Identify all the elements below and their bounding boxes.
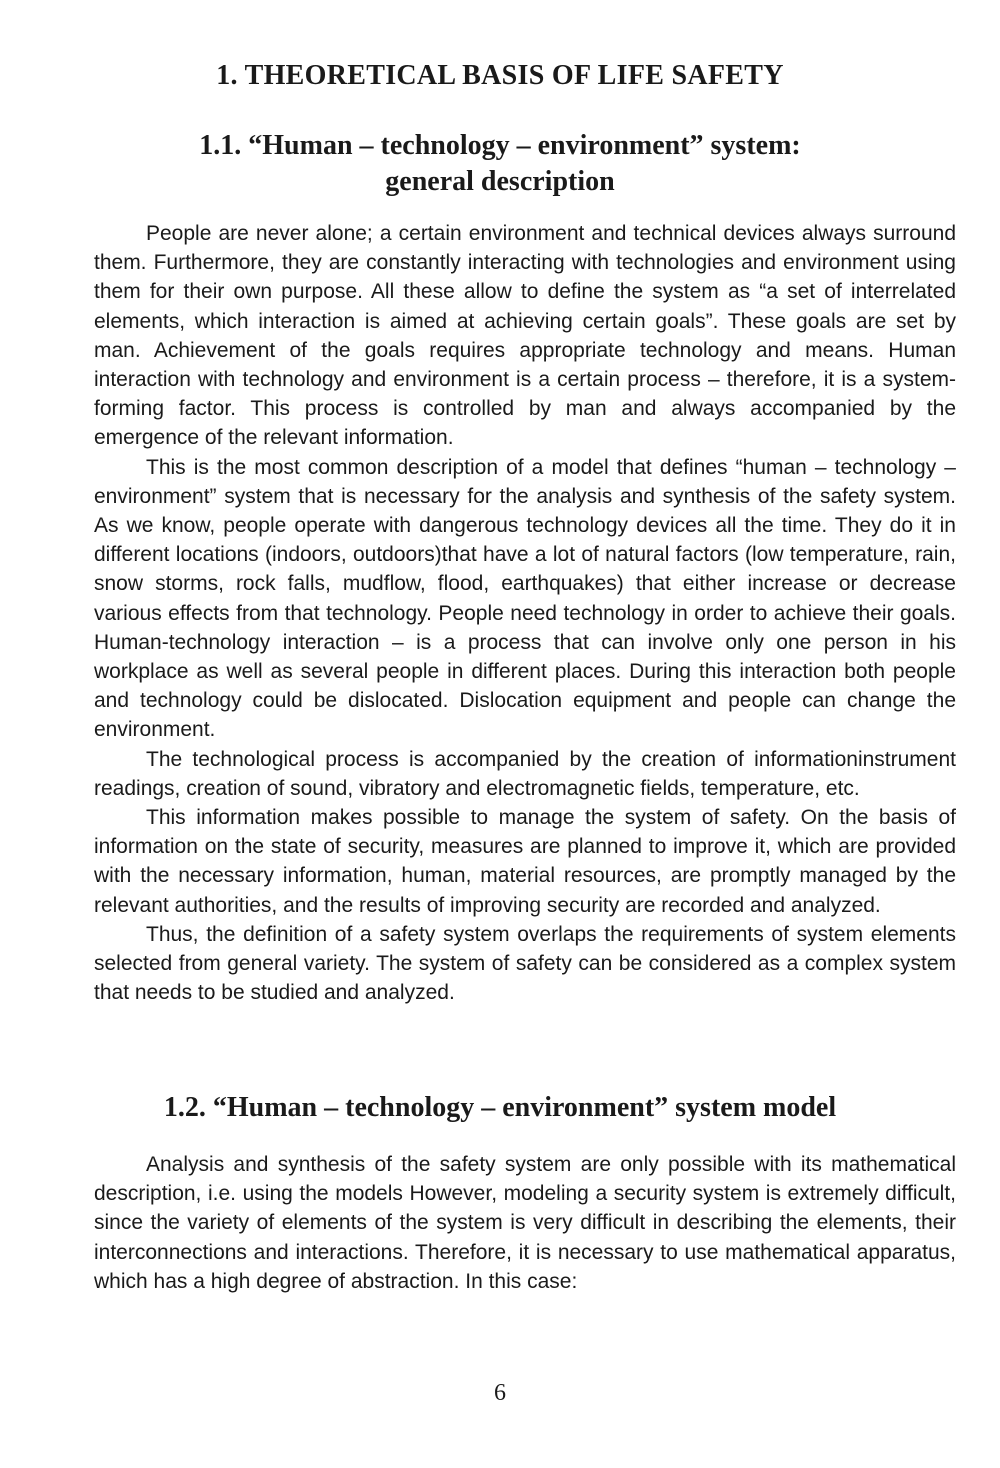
paragraph: Thus, the definition of a safety system overlaps the requirements of system elements selected from general variety. The system of safety can be considered as a complex system that needs to be studied and analyzed.: [94, 922, 956, 1005]
paragraph: Analysis and synthesis of the safety system are only possible with its mathematical description, i.e. using the models However, modeling a security system is extremely difficult, since the variety of elements of the system is very difficult in describing the elements, their interconnections and interactions. Therefore, it is necessary to use mathematical apparatus, which has a high degree of abstraction. In this case:: [94, 1153, 956, 1293]
section-1-2-body: [94, 1150, 956, 1296]
section-1-1-title: [0, 128, 1000, 200]
chapter-title: 1. THEORETICAL BASIS OF LIFE SAFETY: [216, 60, 784, 91]
section-1-1-title-line2: general description: [385, 166, 615, 197]
paragraph: People are never alone; a certain environment and technical devices always surround them. Furthermore, they are constantly interacting with technologies and environment using them for their own purpose. All these allow to define the system as “a set of interrelated elements, which interaction is aimed at achieving certain goals”. These goals are set by man. Achievement of the goals requires appropriate technology and means. Human interaction with technology and environment is a certain process – therefore, it is a system-forming factor. This process is controlled by man and always accompanied by the emergence of the relevant information.: [94, 222, 956, 450]
section-1-1-body: [94, 219, 956, 1007]
page-number: 6: [494, 1380, 506, 1406]
paragraph: This information makes possible to manage the system of safety. On the basis of information on the state of security, measures are planned to improve it, which are provided with the necessary information, human, material resources, are promptly managed by the relevant authorities, and the results of improving security are recorded and analyzed.: [94, 806, 956, 917]
section-1-1-title-line1: 1.1. “Human – technology – environment” system:: [199, 130, 801, 161]
paragraph: This is the most common description of a model that defines “human – technology – environment” system that is necessary for the analysis and synthesis of the safety system. As we know, people operate with dangerous technology devices all the time. They do it in different locations (indoors, outdoors)that have a lot of natural factors (low temperature, rain, snow storms, rock falls, mudflow, flood, earthquakes) that either increase or decrease various effects from that technology. People need technology in order to achieve their goals. Human-technology interaction – is a process that can involve only one person in his workplace as well as several people in different places. During this interaction both people and technology could be dislocated. Dislocation equipment and people can change the environment.: [94, 455, 956, 742]
paragraph: The technological process is accompanied by the creation of informationinstrument readings, creation of sound, vibratory and electromagnetic fields, temperature, etc.: [94, 747, 956, 800]
section-1-2-title: 1.2. “Human – technology – environment” system model: [163, 1092, 837, 1123]
